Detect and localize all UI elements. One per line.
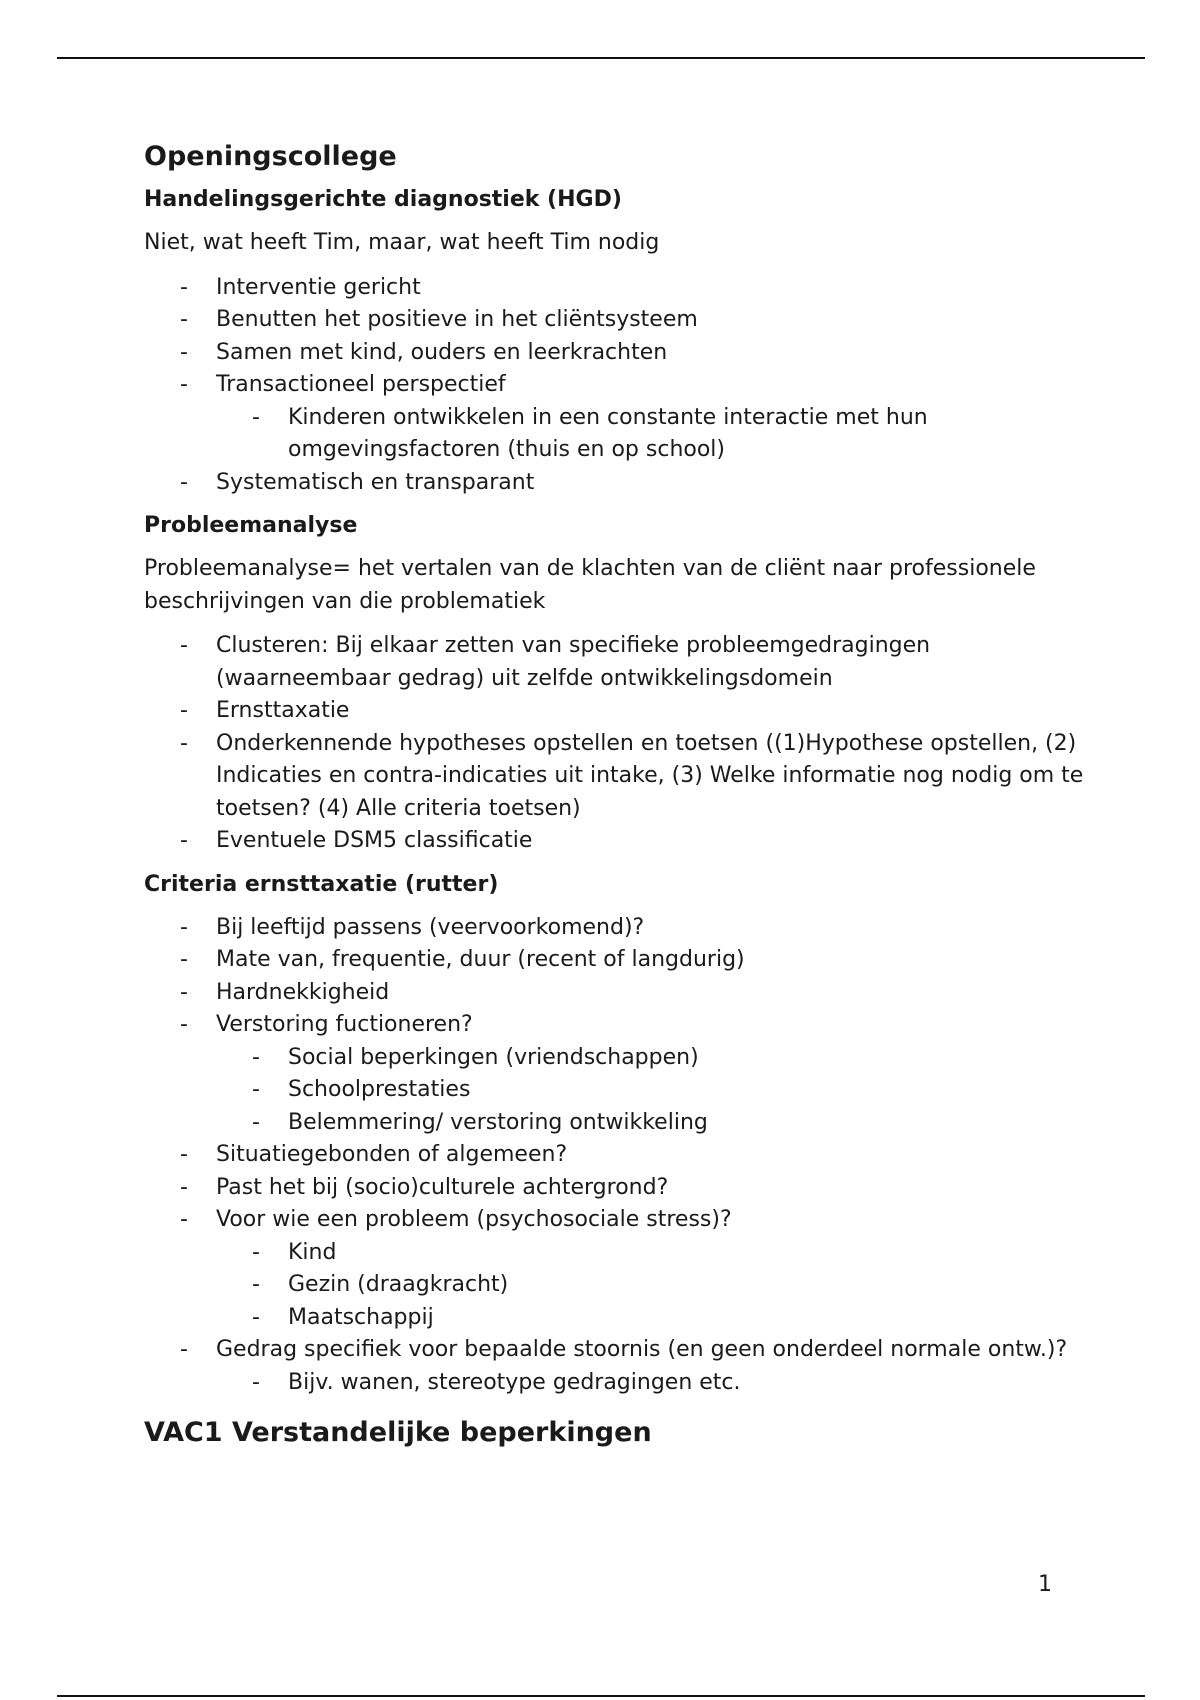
list-item: - Onderkennende hypotheses opstellen en toetsen ((1)Hypothese opstellen, (2) Indicaties en contra-indicaties uit intake, (3) Welke informatie nog nodig om te toetsen? (4) Alle criteria toetsen) [144,728,1104,826]
bullet-dash: - [180,633,188,658]
list-item: - Transactioneel perspectief [144,369,1104,402]
bullet-dash: - [252,1044,260,1070]
footer-rule [57,1695,1145,1697]
list-subitem: - Kind [144,1237,1104,1270]
list-subitem: - Schoolprestaties [144,1074,1104,1107]
list-item: - Past het bij (socio)culturele achtergrond? [144,1172,1104,1205]
list-subitem: - Kinderen ontwikkelen in een constante interactie met hun omgevingsfactoren (thuis en op school) [144,402,1104,467]
bullet-dash: - [180,274,188,300]
list-subitem: - Bijv. wanen, stereotype gedragingen etc. [144,1367,1104,1400]
list-item: - Systematisch en transparant [144,467,1104,500]
criteria-list [144,912,1104,1400]
hgd-list [144,272,1104,500]
hgd-intro: Niet, wat heeft Tim, maar, wat heeft Tim nodig [144,230,660,255]
list-subitem: - Social beperkingen (vriendschappen) [144,1042,1104,1075]
page-content [144,139,1104,1451]
section-heading-hgd: Handelingsgerichte diagnostiek (HGD) [144,187,622,212]
probleemanalyse-list [144,630,1104,858]
bullet-dash: - [180,914,188,940]
list-item: - Voor wie een probleem (psychosociale stress)? [144,1204,1104,1237]
bullet-dash: - [252,1077,260,1102]
bullet-dash: - [252,1109,260,1135]
bullet-dash: - [180,372,188,397]
bullet-dash: - [180,469,188,495]
bullet-dash: - [180,828,188,853]
list-item: - Samen met kind, ouders en leerkrachten [144,337,1104,370]
bullet-dash: - [180,698,188,723]
bullet-dash: - [180,947,188,972]
bullet-dash: - [180,1012,188,1037]
list-item: - Gedrag specifiek voor bepaalde stoornis (en geen onderdeel normale ontw.)? [144,1334,1104,1367]
bullet-dash: - [252,1272,260,1297]
header-rule [57,57,1145,59]
bullet-dash: - [180,1207,188,1232]
list-subitem: - Maatschappij [144,1302,1104,1335]
list-item: - Bij leeftijd passens (veervoorkomend)? [144,912,1104,945]
bullet-dash: - [252,404,260,430]
bullet-dash: - [180,1337,188,1362]
bullet-dash: - [180,339,188,365]
list-item: - Benutten het positieve in het cliëntsysteem [144,304,1104,337]
list-item: - Verstoring fuctioneren? [144,1009,1104,1042]
bullet-dash: - [180,307,188,332]
bullet-dash: - [252,1369,260,1395]
bullet-dash: - [180,1142,188,1167]
next-chapter-title: VAC1 Verstandelijke beperkingen [144,1417,652,1448]
list-item: - Ernsttaxatie [144,695,1104,728]
list-item: - Mate van, frequentie, duur (recent of langdurig) [144,944,1104,977]
list-item: - Situatiegebonden of algemeen? [144,1139,1104,1172]
bullet-dash: - [180,1174,188,1200]
bullet-dash: - [180,730,188,756]
bullet-dash: - [180,979,188,1005]
page-number: 1 [1038,1572,1052,1597]
list-item: - Eventuele DSM5 classificatie [144,825,1104,858]
list-item: - Hardnekkigheid [144,977,1104,1010]
list-item: - Clusteren: Bij elkaar zetten van specifieke probleemgedragingen (waarneembaar gedrag) uit zelfde ontwikkelingsdomein [144,630,1104,695]
bullet-dash: - [252,1239,260,1265]
page-title: Openingscollege [144,141,397,172]
section-heading-probleemanalyse: Probleemanalyse [144,513,358,538]
list-subitem: - Gezin (draagkracht) [144,1269,1104,1302]
bullet-dash: - [252,1304,260,1330]
list-subitem: - Belemmering/ verstoring ontwikkeling [144,1107,1104,1140]
section-heading-criteria: Criteria ernsttaxatie (rutter) [144,871,499,897]
probleemanalyse-definition: Probleemanalyse= het vertalen van de klachten van de cliënt naar professionele beschrijvingen van die problematiek [144,556,1036,614]
list-item: - Interventie gericht [144,272,1104,305]
